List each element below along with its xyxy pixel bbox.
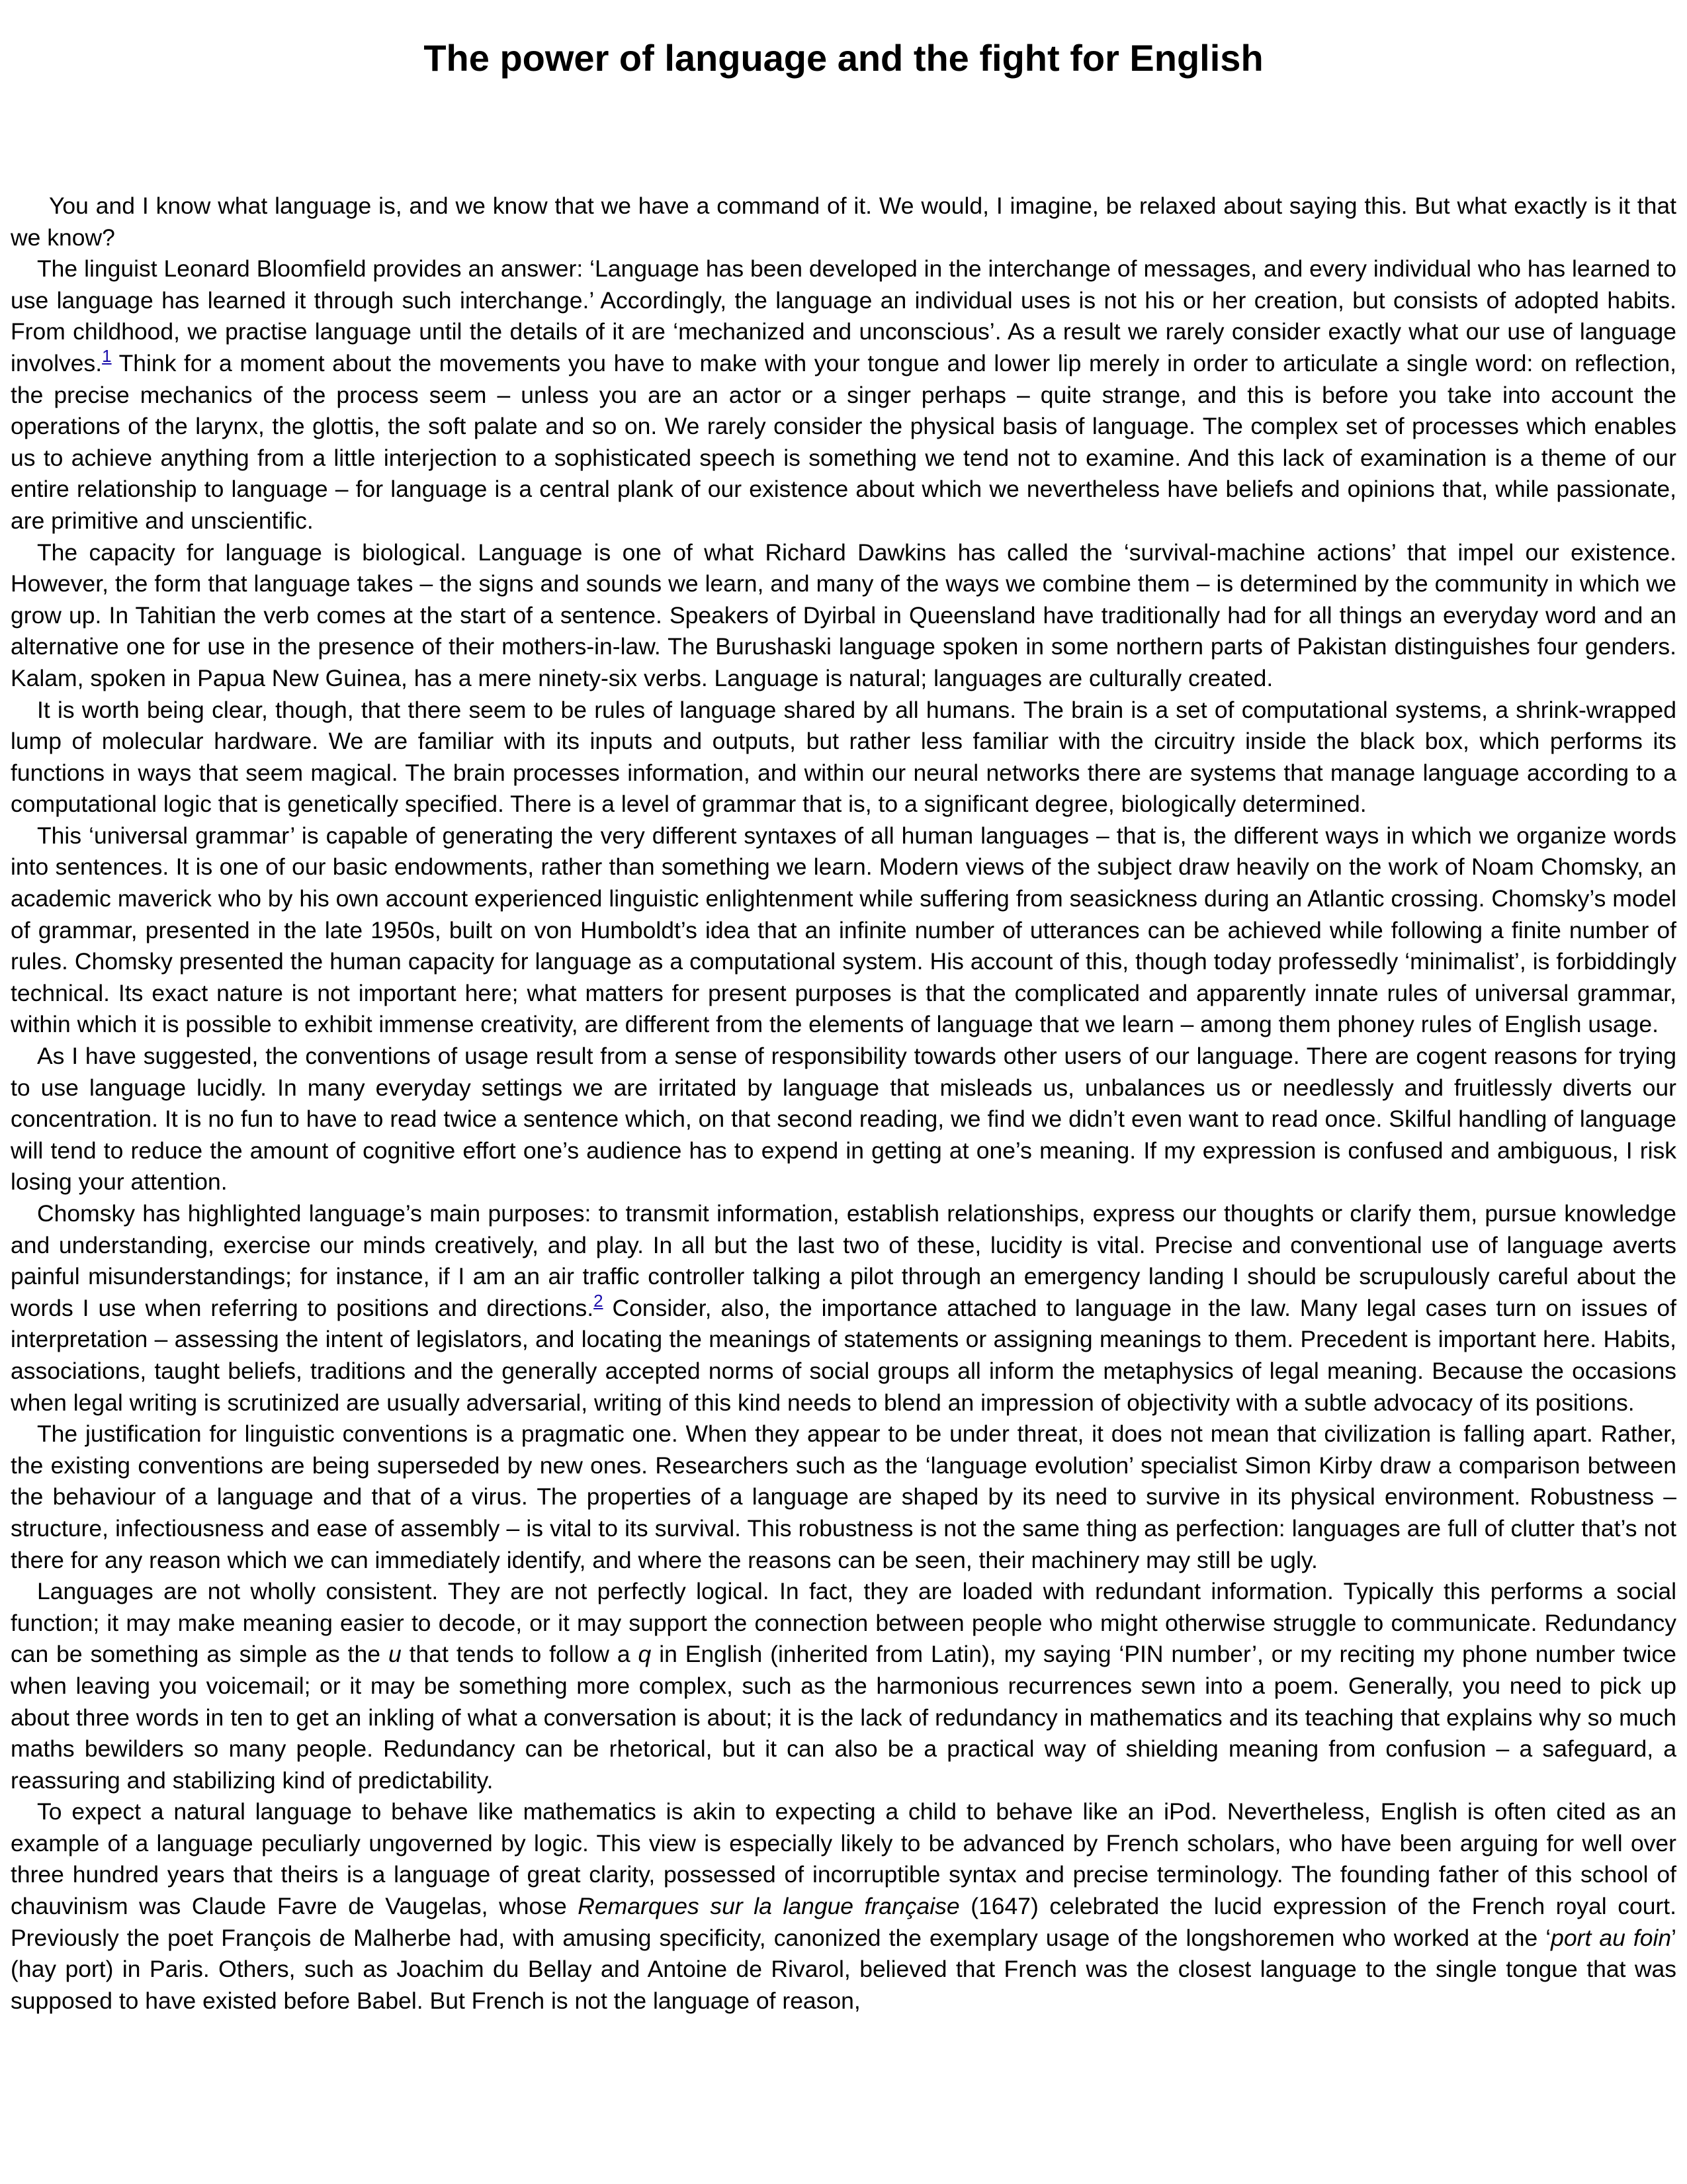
paragraph-8-text: The justification for linguistic conventions is a pragmatic one. When they appear to be under threat, it does not mean that civilization is falling apart. Rather, the existing conventions are being superseded by new ones. Researchers such as the ‘language evolution’ specialist Simon Kirby draw a comparison between the behaviour of a language and that of a virus. The properties of a language are shaped by its need to survive in its physical environment. Robustness – structure, infectiousness and ease of assembly – is vital to its survival. This robustness is not the same thing as perfection: languages are full of clutter that’s not there for any reason which we can immediately identify, and where the reasons can be seen, their machinery may still be ugly. xyxy=(11,1420,1676,1573)
italic-port-au-foin: port au foin xyxy=(1551,1924,1672,1951)
article-body xyxy=(11,191,1676,2017)
footnote-link-2[interactable]: 2 xyxy=(593,1290,603,1311)
paragraph-10-text-c: ’ (hay port) in Paris. Others, such as Joachim du Bellay and Antoine de Rivarol, believed that French was the closest language to the single tongue that was supposed to have existed before Babel. But French is not the language of reason, xyxy=(11,1924,1677,2014)
paragraph-7-text-a: Chomsky has highlighted language’s main purposes: to transmit information, establish relationships, express our thoughts or clarify them, pursue knowledge and understanding, exercise our minds creatively, and play. In all but the last two of these, lucidity is vital. Precise and conventional use of language averts painful misunderstandings; for instance, if I am an air traffic controller talking a pilot through an emergency landing I should be scrupulously careful about the words I use when referring to positions and directions. xyxy=(11,1200,1676,1321)
paragraph-2 xyxy=(11,253,1676,537)
paragraph-2-text-a: The linguist Leonard Bloomfield provides an answer: ‘Language has been developed in the interchange of messages, and every individual who has learned to use language has learned it through such interchange.’ Accordingly, the language an individual uses is not his or her creation, but consists of adopted habits. From childhood, we practise language until the details of it are ‘mechanized and unconscious’. As a result we rarely consider exactly what our use of language involves. xyxy=(11,255,1676,376)
paragraph-9-text-b: that tends to follow a xyxy=(401,1641,638,1668)
paragraph-1 xyxy=(11,191,1676,253)
paragraph-9-text-c: in English (inherited from Latin), my saying ‘PIN number’, or my reciting my phone number twice when leaving you voicemail; or it may be something more complex, such as the harmonious recurrences sewn into a poem. Generally, you need to pick up about three words in ten to get an inkling of what a conversation is about; it is the lack of redundancy in mathematics and its teaching that explains why so much maths bewilders so many people. Redundancy can be rhetorical, but it can also be a practical way of shielding meaning from confusion – a safeguard, a reassuring and stabilizing kind of predictability. xyxy=(11,1641,1676,1794)
italic-letter-q: q xyxy=(638,1641,652,1668)
paragraph-1-text: You and I know what language is, and we know that we have a command of it. We would, I imagine, be relaxed about saying this. But what exactly is it that we know? xyxy=(11,193,1676,251)
italic-letter-u: u xyxy=(388,1641,402,1668)
paragraph-7-text-b: Consider, also, the importance attached to language in the law. Many legal cases turn on issues of interpretation – assessing the intent of legislators, and locating the meanings of statements or assigning meanings to them. Precedent is important here. Habits, associations, taught beliefs, traditions and the generally accepted norms of social groups all inform the metaphysics of legal meaning. Because the occasions when legal writing is scrutinized are usually adversarial, writing of this kind needs to blend an impression of objectivity with a subtle advocacy of its positions. xyxy=(11,1294,1676,1416)
paragraph-10 xyxy=(11,1796,1676,2017)
paragraph-4 xyxy=(11,695,1676,820)
paragraph-7 xyxy=(11,1198,1676,1419)
paragraph-5-text: This ‘universal grammar’ is capable of generating the very different syntaxes of all human languages – that is, the different ways in which we organize words into sentences. It is one of our basic endowments, rather than something we learn. Modern views of the subject draw heavily on the work of Noam Chomsky, an academic maverick who by his own account experienced linguistic enlightenment while suffering from seasickness during an Atlantic crossing. Chomsky’s model of grammar, presented in the late 1950s, built on von Humboldt’s idea that an infinite number of utterances can be achieved while following a finite number of rules. Chomsky presented the human capacity for language as a computational system. His account of this, though today professedly ‘minimalist’, is forbiddingly technical. Its exact nature is not important here; what matters for present purposes is that the complicated and apparently innate rules of universal grammar, within which it is possible to exhibit immense creativity, are different from the elements of language that we learn – among them phoney rules of English usage. xyxy=(11,822,1676,1038)
paragraph-4-text: It is worth being clear, though, that there seem to be rules of language shared by all humans. The brain is a set of computational systems, a shrink-wrapped lump of molecular hardware. We are familiar with its inputs and outputs, but rather less familiar with the circuitry inside the black box, which performs its functions in ways that seem magical. The brain processes information, and within our neural networks there are systems that manage language according to a computational logic that is genetically specified. There is a level of grammar that is, to a significant degree, biologically determined. xyxy=(11,696,1676,818)
paragraph-3 xyxy=(11,537,1676,695)
page-title: The power of language and the fight for English xyxy=(423,37,1264,79)
paragraph-9-text-a: Languages are not wholly consistent. They are not perfectly logical. In fact, they are loaded with redundant information. Typically this performs a social function; it may make meaning easier to decode, or it may support the connection between people who might otherwise struggle to communicate. Redundancy can be something as simple as the xyxy=(11,1578,1676,1668)
paragraph-10-text-b: (1647) celebrated the lucid expression of the French royal court. Previously the poet François de Malherbe had, with amusing specificity, canonized the exemplary usage of the longshoremen who worked at the ‘ xyxy=(11,1893,1676,1951)
paragraph-3-text: The capacity for language is biological. Language is one of what Richard Dawkins has called the ‘survival-machine actions’ that impel our existence. However, the form that language takes – the signs and sounds we learn, and many of the ways we combine them – is determined by the community in which we grow up. In Tahitian the verb comes at the start of a sentence. Speakers of Dyirbal in Queensland have traditionally had for all things an everyday word and an alternative one for use in the presence of their mothers-in-law. The Burushaski language spoken in some northern parts of Pakistan distinguishes four genders. Kalam, spoken in Papua New Guinea, has a mere ninety-six verbs. Language is natural; languages are culturally created. xyxy=(11,539,1676,691)
paragraph-9 xyxy=(11,1576,1676,1796)
paragraph-6 xyxy=(11,1041,1676,1198)
footnote-link-1[interactable]: 1 xyxy=(102,345,112,366)
paragraph-5 xyxy=(11,820,1676,1041)
paragraph-10-text-a: To expect a natural language to behave like mathematics is akin to expecting a child to behave like an iPod. Nevertheless, English is often cited as an example of a language peculiarly ungoverned by logic. This view is especially likely to be advanced by French scholars, who have been arguing for well over three hundred years that theirs is a language of great clarity, possessed of incorruptible syntax and precise terminology. The founding father of this school of chauvinism was Claude Favre de Vaugelas, whose xyxy=(11,1798,1676,1920)
paragraph-6-text: As I have suggested, the conventions of usage result from a sense of responsibility towards other users of our language. There are cogent reasons for trying to use language lucidly. In many everyday settings we are irritated by language that misleads us, unbalances us or needlessly and fruitlessly diverts our concentration. It is no fun to have to read twice a sentence which, on that second reading, we find we didn’t even want to read once. Skilful handling of language will tend to reduce the amount of cognitive effort one’s audience has to expend in getting at one’s meaning. If my expression is confused and ambiguous, I risk losing your attention. xyxy=(11,1043,1676,1196)
italic-book-title: Remarques sur la langue française xyxy=(578,1893,960,1920)
paragraph-8 xyxy=(11,1419,1676,1576)
paragraph-2-text-b: Think for a moment about the movements you have to make with your tongue and lower lip merely in order to articulate a single word: on reflection, the precise mechanics of the process seem – unless you are an actor or a singer perhaps – quite strange, and this is before you take into account the operations of the larynx, the glottis, the soft palate and so on. We rarely consider the physical basis of language. The complex set of processes which enables us to achieve anything from a little interjection to a sophisticated speech is something we tend not to examine. And this lack of examination is a theme of our entire relationship to language – for language is a central plank of our existence about which we nevertheless have beliefs and opinions that, while passionate, are primitive and unscientific. xyxy=(11,349,1676,534)
